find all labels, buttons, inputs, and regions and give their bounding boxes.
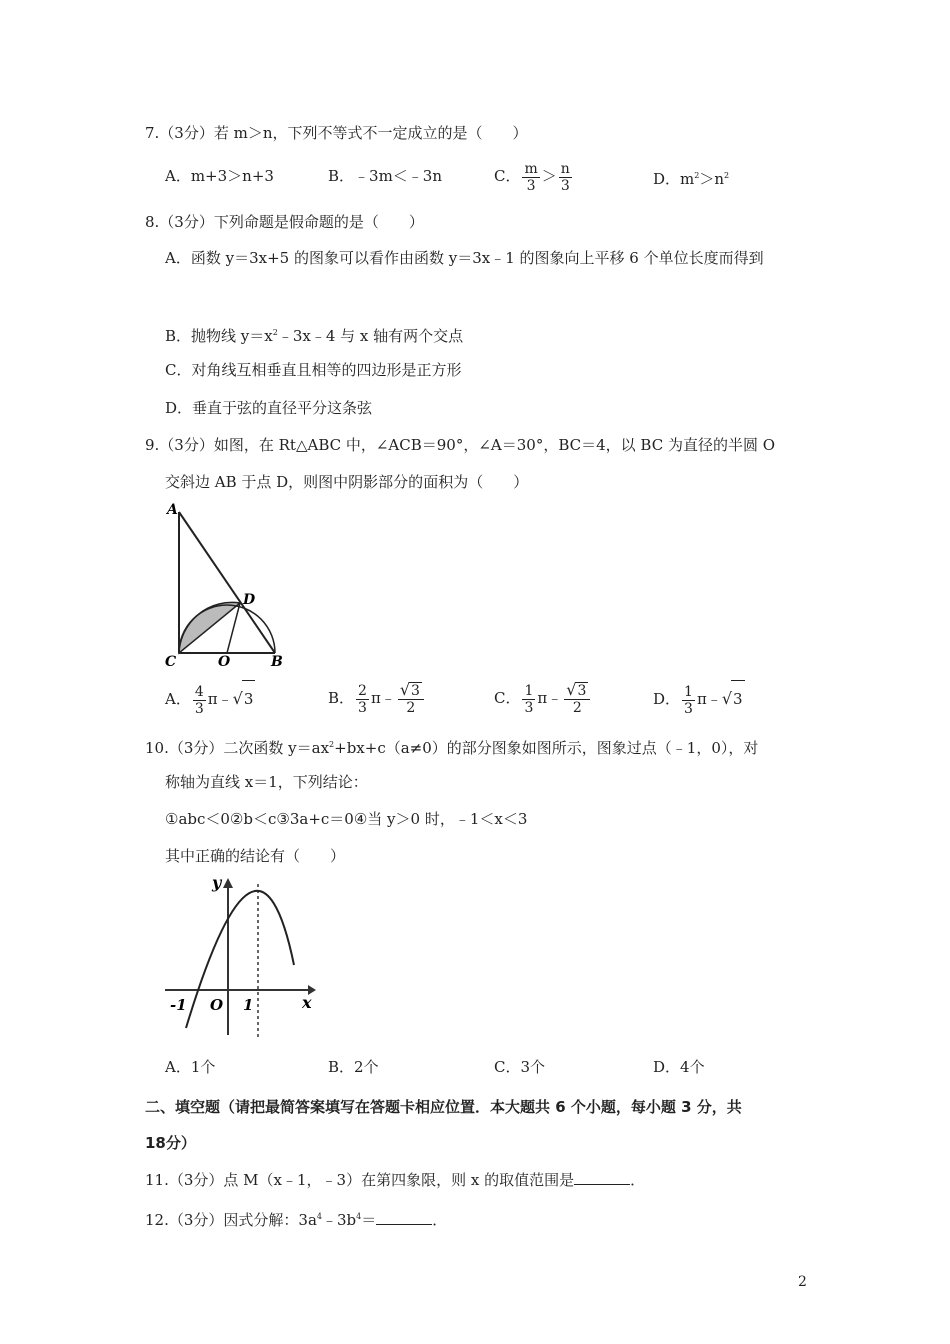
q11-stem-text: 11.（3分）点 M（x﹣1，﹣3）在第四象限，则 x 的取值范围是 [145, 1171, 575, 1189]
q9-option-d-label: D． [653, 690, 681, 708]
page-number: 2 [798, 1274, 807, 1290]
q8-option-b-pre: B．抛物线 y＝x [165, 327, 273, 345]
fraction-numerator: n [560, 160, 570, 177]
fraction-numerator: 2 [358, 682, 367, 699]
label-origin: O [210, 996, 224, 1014]
q9-stem-line1: 9.（3分）如图，在 Rt△ABC 中，∠ACB＝90°，∠A＝30°，BC＝4，以 BC 为直径的半圆 O [145, 436, 776, 454]
fraction-denominator: 3 [684, 700, 693, 717]
fraction-denominator: 3 [524, 699, 534, 716]
label-a: A [167, 502, 178, 518]
q12-stem-end: ． [432, 1211, 448, 1229]
q7-option-d-mid: ＞n [699, 170, 725, 188]
fraction-denominator: 3 [560, 177, 570, 194]
q7-option-c [494, 158, 574, 194]
q9-option-c-label: C． [494, 689, 521, 707]
q11-stem [145, 1170, 645, 1190]
label-o: O [218, 654, 231, 670]
answer-blank [574, 1170, 630, 1185]
q10-stem-line1 [145, 735, 758, 758]
q7-option-c-label: C． [494, 167, 521, 185]
fraction-numerator: m [524, 160, 538, 177]
equals-sign: ＝ [361, 1211, 377, 1229]
q9-option-b-label: B． [328, 689, 355, 707]
radicand: 3 [731, 680, 745, 717]
y-axis-arrow-icon [223, 878, 233, 888]
q9-option-c [494, 680, 592, 716]
pi-minus: π﹣ [537, 689, 563, 707]
radicand: 3 [242, 680, 256, 717]
q8-option-b [165, 323, 463, 346]
q10-option-b: B．2个 [328, 1058, 379, 1076]
pi-minus: π﹣ [696, 690, 722, 708]
fraction-numerator: 1 [524, 682, 534, 699]
q7-option-d [653, 166, 729, 189]
exponent: 2 [724, 171, 730, 180]
section2-title-line2: 18分） [145, 1134, 196, 1152]
q9-triangle-figure [155, 498, 305, 673]
pi-minus: π﹣ [207, 690, 233, 708]
q8-option-a: A．函数 y＝3x+5 的图象可以看作由函数 y＝3x﹣1 的图象向上平移 6 个单位长度而得到 [165, 249, 764, 267]
exponent: 4 [356, 1212, 362, 1221]
fraction-denominator: 3 [194, 700, 204, 717]
exponent: 2 [329, 740, 335, 749]
fraction-numerator: 1 [684, 683, 693, 700]
pi-minus: π﹣ [370, 689, 396, 707]
q7-stem: 7.（3分）若 m＞n，下列不等式不一定成立的是（ ） [145, 124, 528, 142]
q10-option-d: D．4个 [653, 1058, 705, 1076]
fraction-denominator: 2 [406, 700, 416, 716]
radicand: 3 [411, 683, 420, 699]
q10-stem-line4: 其中正确的结论有（ ） [165, 847, 346, 865]
q12-stem-text: 12.（3分）因式分解：3a [145, 1211, 317, 1229]
label-one: 1 [243, 996, 254, 1014]
q11-stem-end: ． [630, 1171, 646, 1189]
exponent: 2 [694, 171, 700, 180]
q10-parabola-figure [160, 870, 320, 1045]
shaded-region [179, 602, 240, 653]
label-c: C [165, 654, 177, 670]
q12-stem-mid: ﹣3b [321, 1211, 357, 1229]
fraction-denominator: 3 [358, 699, 367, 716]
label-d: D [243, 592, 256, 608]
exponent: 2 [272, 328, 278, 337]
label-y: y [212, 873, 222, 892]
q7-option-a: A．m+3＞n+3 [165, 167, 274, 185]
fraction-numerator: 4 [194, 683, 204, 700]
sqrt-icon: √ [232, 689, 243, 708]
q8-option-c: C．对角线互相垂直且相等的四边形是正方形 [165, 361, 462, 379]
label-neg1: -1 [170, 996, 187, 1014]
label-x: x [302, 993, 312, 1012]
q12-stem [145, 1207, 447, 1230]
q9-option-d [653, 680, 745, 717]
q10-stem-post: +bx+c（a≠0）的部分图象如图所示，图象过点（﹣1，0），对 [334, 739, 759, 757]
q10-stem-line2: 称轴为直线 x＝1，下列结论： [165, 773, 368, 791]
q9-stem-line2: 交斜边 AB 于点 D，则图中阴影部分的面积为（ ） [165, 473, 529, 491]
section2-title-line1: 二、填空题（请把最简答案填写在答题卡相应位置．本大题共 6 个小题，每小题 3 分，共 [145, 1098, 742, 1116]
q10-option-c: C．3个 [494, 1058, 546, 1076]
label-b: B [271, 654, 283, 670]
q10-stem-line3: ①abc＜0②b＜c③3a+c＝0④当 y＞0 时，﹣1＜x＜3 [165, 810, 528, 828]
answer-blank [376, 1210, 432, 1225]
relation-sign: ＞ [541, 167, 557, 185]
q10-stem-pre: 10.（3分）二次函数 y＝ax [145, 739, 330, 757]
q7-option-d-label: D．m [653, 170, 695, 188]
sqrt-icon: √ [721, 689, 733, 708]
q10-option-a: A．1个 [165, 1058, 216, 1076]
sqrt-icon: √ [566, 680, 577, 699]
q9-option-a-label: A． [165, 690, 191, 708]
q8-option-b-post: ﹣3x﹣4 与 x 轴有两个交点 [277, 327, 464, 345]
q9-option-a [165, 680, 255, 717]
q8-stem: 8.（3分）下列命题是假命题的是（ ） [145, 213, 424, 231]
q8-option-d: D．垂直于弦的直径平分这条弦 [165, 399, 373, 417]
fraction-denominator: 2 [572, 700, 582, 716]
radicand: 3 [577, 683, 587, 699]
exponent: 4 [316, 1212, 322, 1221]
parabola-curve [186, 891, 294, 1028]
q7-option-b: B．﹣3m＜﹣3n [328, 167, 442, 185]
fraction-denominator: 3 [526, 177, 536, 194]
sqrt-icon: √ [399, 680, 411, 699]
q9-option-b [328, 680, 426, 716]
